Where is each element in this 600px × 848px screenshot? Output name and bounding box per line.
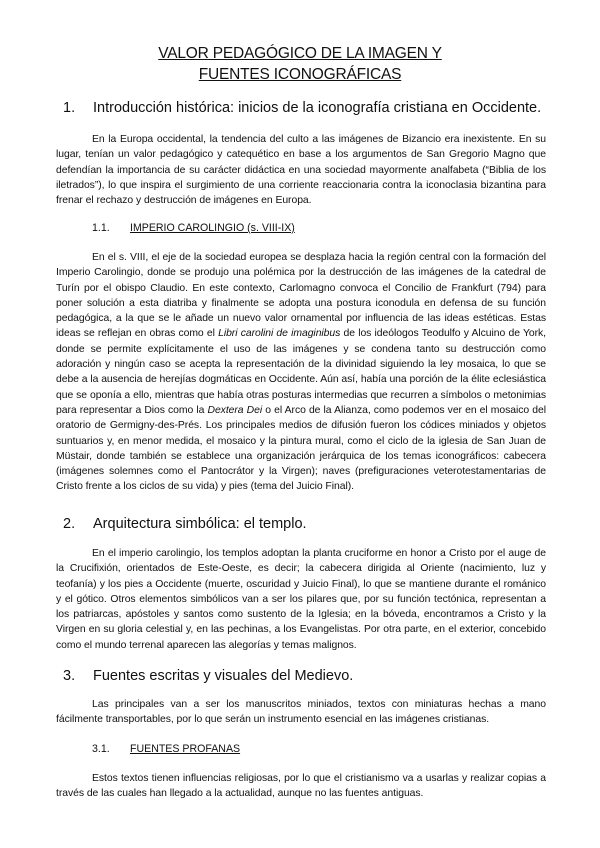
section-1-1-heading xyxy=(92,221,295,235)
section-1-title: Introducción histórica: inicios de la iconografía cristiana en Occidente. xyxy=(93,100,542,116)
section-2-number: 2. xyxy=(63,516,76,532)
section-1-1-paragraph xyxy=(56,250,546,495)
document-title-line-1: VALOR PEDAGÓGICO DE LA IMAGEN Y xyxy=(158,45,442,62)
section-3-1-title: FUENTES PROFANAS xyxy=(130,743,241,755)
document-title-line-2: FUENTES ICONOGRÁFICAS xyxy=(198,66,402,83)
section-3-heading xyxy=(63,667,353,685)
section-3-1-paragraph: Estos textos tienen influencias religiosas, por lo que el cristianismo va a usarlas y realizar copias a través de las cuales han llegado a la actualidad, aunque no las fuentes antiguas. xyxy=(56,773,546,800)
section-1-1-number: 1.1. xyxy=(92,222,110,234)
section-2-title: Arquitectura simbólica: el templo. xyxy=(93,516,307,532)
dextera-dei-term: Dextera Dei xyxy=(207,404,263,416)
section-1-number: 1. xyxy=(63,100,76,116)
section-3-number: 3. xyxy=(63,668,76,684)
section-3-1-number: 3.1. xyxy=(92,743,110,755)
section-1-1-title: IMPERIO CAROLINGIO (s. VIII-IX) xyxy=(130,222,295,234)
section-1-heading xyxy=(63,99,541,117)
section-3-title: Fuentes escritas y visuales del Medievo. xyxy=(93,668,354,684)
libri-carolini-title: Libri carolini de imaginibus xyxy=(218,328,341,340)
section-3-1-heading xyxy=(92,742,240,756)
section-3-paragraph: Las principales van a ser los manuscritos miniados, textos con miniaturas hechas a mano fácilmente transportables, por lo que serán un instrumento esencial en las imágenes cristianas. xyxy=(56,699,546,726)
section-1-1-text-part-3: o el Arco de la Alianza, como podemos ver en el mosaico del oratorio de Germigny-des-Prés. Los principales medios de difusión fueron los códices miniados y objetos suntuarios y, en menor medida, el mosaico y la pintura mural, como el ciclo de la iglesia de San Juan de Müstair, donde también se establece una organización jerárquica de los temas iconográficos: cabecera (imágenes solemnes como el Pantocrátor y la Virgen); naves (prefiguraciones veterotestamentarias de Cristo frente a los ciclos de su vida) y pies (tema del Juicio Final). xyxy=(56,404,546,493)
section-1-1-text-part-1: En el s. VIII, el eje de la sociedad europea se desplaza hacia la región central con la formación del Imperio Carolingio, donde se produjo una polémica por la destrucción de las imágenes de la catedral de Turín por el obispo Claudio. En este contexto, Carlomagno convoca el Concilio de Frankfurt (794) para poner solución a esta diatriba y finalmente se adopta una postura iconodula en defensa de su función pedagógica, a la que se le añade un nuevo valor ornamental por influencia de las ideas estéticas. Estas ideas se reflejan en obras como el xyxy=(56,252,546,340)
section-2-heading xyxy=(63,515,307,533)
section-2-paragraph: En el imperio carolingio, los templos adoptan la planta cruciforme en honor a Cristo por el auge de la Crucifixión, orientados de Este-Oeste, es decir; la cabecera dirigida al Oriente (nacimiento, luz y teofanía) y los pies a Occidente (muerte, oscuridad y Juicio Final), lo que se mantiene durante el románico y el gótico. Otros elementos simbólicos van a ser los pilares que, por su función tectónica, representan a los patriarcas, apóstoles y santos como sustento de la Iglesia; en la bóveda, encontramos a Cristo y la Virgen en su gloria celestial y, en las pechinas, a los Evangelistas. Por otra parte, en el exterior, concebido como el mundo terrenal aparecen las alegorías y temas malignos. xyxy=(56,548,546,651)
section-1-1-text-part-2: de los ideólogos Teodulfo y Alcuino de York, donde se permite explícitamente el uso de las imágenes y se condena tanto su destrucción como adoración y ningún caso se acepta la representación de la divinidad siguiendo la ley mosaica, lo que se debe a la ausencia de herejías dogmáticas en Occidente. Aún así, había una porción de la élite eclesiástica que se oponía a ello, mientras que había otras posturas intermedias que recurren a símbolos o metonimias para representar a Dios como la xyxy=(56,328,546,416)
section-1-paragraph: En la Europa occidental, la tendencia del culto a las imágenes de Bizancio era inexistente. En su lugar, tenían un valor pedagógico y catequético en base a los argumentos de San Gregorio Magno que defendían la importancia de su carácter didáctica en una sociedad mayormente analfabeta (“Biblia de los iletrados”), lo que inspira el surgimiento de una corriente reaccionaria contra la iconoclasia bizantina para frenar el rechazo y destrucción de imágenes en Europa. xyxy=(56,134,546,207)
